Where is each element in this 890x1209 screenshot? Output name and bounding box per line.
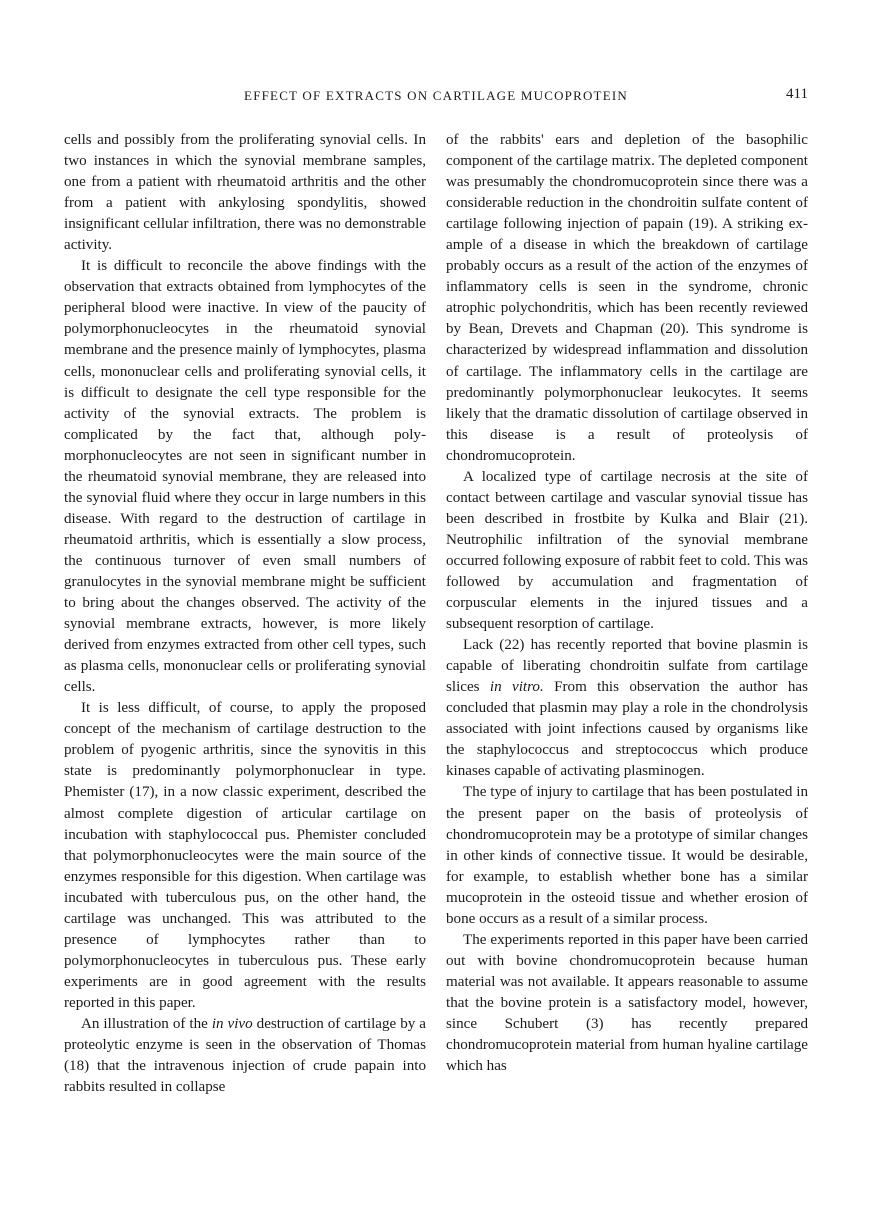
paragraph: The experiments reported in this paper have been carried out with bovine chondromucoprotein because human material was not available. It appears reasonable to assume that the bovine protein is a satisfactory model, however, since Schubert (3) has recently prepared chondromucoprotein material from human hyaline cartilage which has — [446, 931, 808, 1075]
paragraph: It is less difficult, of course, to apply the proposed concept of the mechanism of cartilage destruction to the problem of pyogenic arthritis, since the synovitis in this state is predominantly polymorphonuclear in type. Phemister (17), in a now classic experiment, described the almost complete digestion of articular cartilage on incubation with staphylococcal pus. Phemister concluded that polymorphonucleocytes were the main source of the enzymes responsible for this digestion. When cartilage was incubated with tuberculous pus, on the other hand, the cartilage was unchanged. This was attributed to the presence of lymphocytes rather than to polymorphonucleocytes in tuberculous pus. These early experiments are in good agreement with the results reported in this paper. — [64, 700, 426, 1011]
paragraph — [64, 1014, 426, 1098]
text-run: From this observation the author has concluded that plasmin may play a role in the chondrolysis associated with joint infections caused by organisms like the staphylococcus and streptococcus which produce kinases capable of activating plasminogen. — [446, 679, 808, 780]
italic-term: in vivo — [211, 1015, 253, 1032]
left-column — [64, 130, 426, 1098]
paragraph: cells and possibly from the proliferating synovial cells. In two instances in which the synovial membrane samples, one from a patient with rheumatoid arthritis and the other from a patient with ankylosing spondylitis, showed insignificant cellular infiltration, there was no demonstrable activity. — [64, 132, 426, 254]
text-run: Lack (22) has recently reported that bovine plasmin is capable of liberating chondroitin sulfate from cartilage slices — [446, 637, 808, 696]
paragraph: A localized type of cartilage necrosis at the site of contact between cartilage and vascular synovial tissue has been described in frostbite by Kulka and Blair (21). Neutrophilic infiltration of the synovial membrane occurred following exposure of rabbit feet to cold. This was followed by accumulation and fragmentation of corpuscular elements in the injured tissues and a subsequent resorption of cartilage. — [446, 468, 808, 633]
right-column — [446, 130, 808, 1077]
text-run: destruction of cartilage by a proteolytic enzyme is seen in the observation of Thomas (18) that the intravenous injection of crude papain into rabbits resulted in collapse — [64, 1015, 426, 1096]
paragraph — [446, 635, 808, 782]
page-header — [64, 88, 808, 110]
running-head: EFFECT OF EXTRACTS ON CARTILAGE MUCOPROTEIN — [244, 88, 628, 103]
text-run: An illustration of the — [81, 1015, 212, 1032]
paragraph: It is difficult to reconcile the above findings with the observation that extracts obtained from lymphocytes of the peripheral blood were inactive. In view of the paucity of polymorphonucleocytes in the rheumatoid synovial membrane and the presence mainly of lymphocytes, plasma cells, mononuclear cells and proliferating synovial cells, it is difficult to designate the cell type responsible for the activity of the synovial extracts. The problem is complicated by the fact that, although polymorphonucleocytes are not seen in significant number in the rheumatoid synovial membrane, they are released into the synovial fluid where they occur in large numbers in this disease. With regard to the destruction of cartilage in rheumatoid arthritis, which is essentially a slow process, the continuous turnover of even small numbers of granulocytes in the synovial membrane might be sufficient to bring about the changes observed. The activity of the synovial membrane extracts, however, is more likely derived from enzymes extracted from other cell types, such as plasma cells, mononuclear cells or proliferating synovial cells. — [64, 258, 426, 696]
page-number: 411 — [786, 86, 808, 102]
paragraph: The type of injury to cartilage that has been postulated in the present paper on the basis of proteolysis of chondromucoprotein may be a prototype of similar changes in other kinds of connective tissue. It would be desirable, for example, to establish whether bone has a similar mucoprotein in the osteoid tissue and whether erosion of bone occurs as a result of a similar process. — [446, 784, 808, 927]
italic-term: in vitro. — [489, 679, 544, 696]
paragraph: of the rabbits' ears and depletion of the basophilic component of the cartilage matrix. The depleted component was presumably the chondromucoprotein since there was a considerable reduction in the chondroitin sulfate content of cartilage following injection of papain (19). A striking example of a disease in which the breakdown of cartilage probably occurs as a result of the action of the enzymes of inflammatory cells is seen in the syndrome, chronic atrophic polychondritis, which has been recently reviewed by Bean, Drevets and Chapman (20). This syndrome is characterized by widespread inflammation and dissolution of cartilage. The inflammatory cells in the cartilage are predominantly polymorphonuclear leukocytes. It seems likely that the dramatic dissolution of cartilage observed in this disease is a result of proteolysis of chondromucoprotein. — [446, 132, 808, 464]
